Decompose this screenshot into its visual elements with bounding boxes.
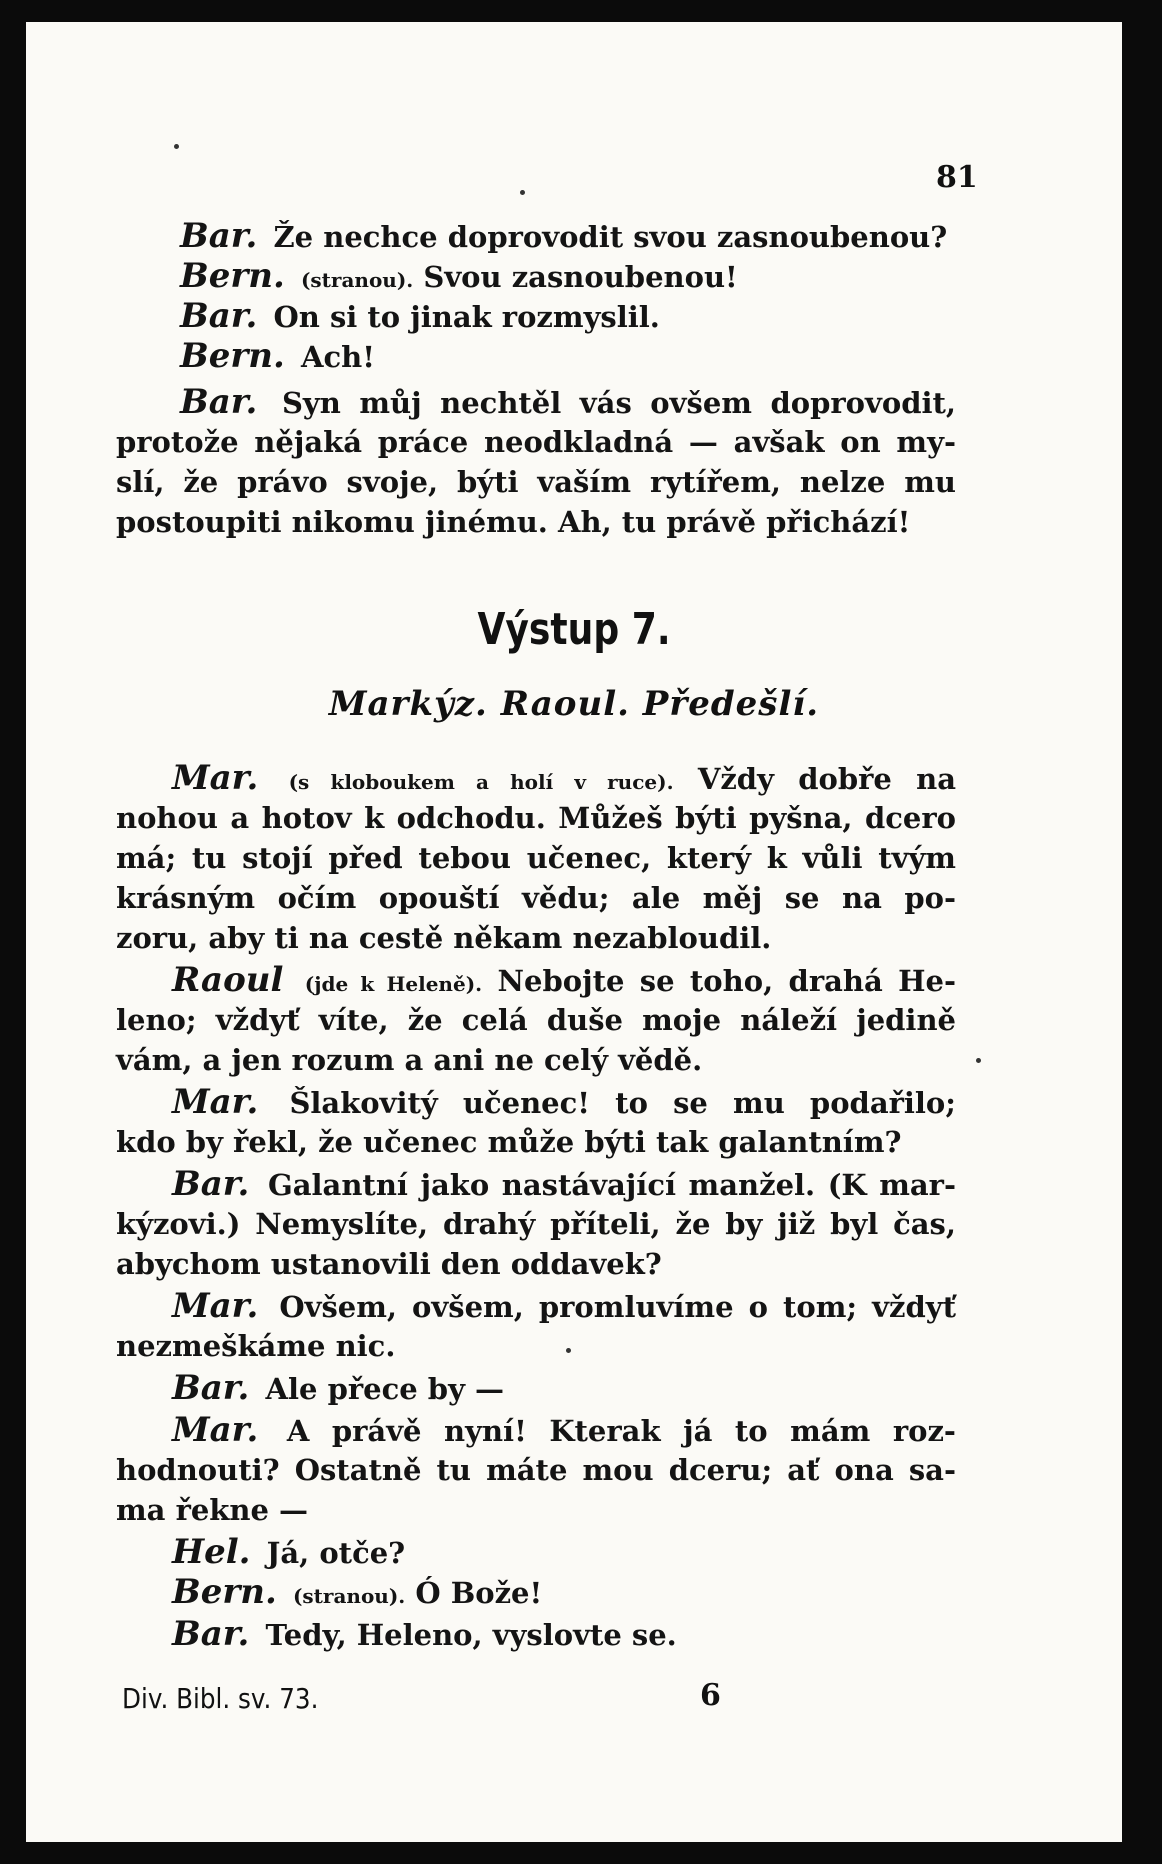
text-line	[116, 880, 956, 916]
text-line	[172, 1370, 1012, 1407]
text-line	[116, 1246, 956, 1282]
text-line	[116, 920, 956, 956]
text-line	[172, 1166, 956, 1203]
line-text: postoupiti nikomu jinému. Ah, tu právě přichází!	[116, 505, 911, 539]
line-text: Ale přece by —	[265, 1372, 505, 1406]
speaker-name: Mar.	[172, 1410, 259, 1450]
book-page	[26, 22, 1122, 1842]
line-text: zoru, aby ti na cestě někam nezabloudil.	[116, 921, 772, 955]
print-speck	[174, 144, 179, 149]
text-line	[116, 504, 956, 540]
stage-direction: (stranou).	[292, 1584, 406, 1608]
line-text: leno; vždyť víte, že celá duše moje náleží jedině	[116, 1003, 956, 1037]
speaker-name: Bar.	[180, 382, 258, 422]
text-line	[116, 800, 956, 836]
line-text: ma řekne —	[116, 1493, 309, 1527]
line-text: A právě nyní! Kterak já to mám roz-	[286, 1414, 956, 1448]
text-line	[172, 1084, 956, 1121]
text-line	[180, 218, 962, 255]
text-line	[116, 1452, 956, 1488]
stage-direction: (s kloboukem a holí v ruce).	[288, 770, 674, 794]
text-line	[116, 1328, 956, 1364]
scene-characters: Markýz. Raoul. Předešlí.	[328, 684, 820, 724]
line-text: Nebojte se toho, drahá He-	[497, 964, 957, 998]
text-line	[180, 258, 1020, 298]
text-line	[172, 1288, 956, 1325]
speaker-name: Bern.	[180, 336, 285, 376]
print-speck	[976, 1058, 981, 1063]
text-line	[172, 1616, 1012, 1653]
signature-mark: Div. Bibl. sv. 73.	[122, 1682, 319, 1715]
line-text: Že nechce doprovodit svou zasnoubenou?	[273, 220, 948, 254]
text-line	[116, 424, 956, 460]
text-line	[116, 1206, 956, 1242]
line-text: Svou zasnoubenou!	[423, 260, 738, 294]
line-text: protože nějaká práce neodkladná — avšak on my-	[116, 425, 956, 459]
line-text: kýzovi.) Nemyslíte, drahý příteli, že by již byl čas,	[116, 1207, 956, 1241]
speaker-name: Bar.	[172, 1614, 250, 1654]
text-line	[172, 760, 956, 800]
text-line	[172, 1412, 956, 1449]
speaker-name: Mar.	[172, 1082, 259, 1122]
sheet-number: 6	[700, 1678, 721, 1713]
page-number: 81	[936, 160, 978, 195]
speaker-name: Bar.	[172, 1164, 250, 1204]
line-text: vám, a jen rozum a ani ne celý vědě.	[116, 1043, 703, 1077]
line-text: Vždy dobře na	[697, 762, 956, 796]
stage-direction: (jde k Heleně).	[304, 972, 483, 996]
line-text: Šlakovitý učenec! to se mu podařilo;	[289, 1086, 956, 1120]
line-text: Syn můj nechtěl vás ovšem doprovodit,	[281, 386, 956, 420]
text-line	[180, 338, 1020, 375]
speaker-name: Bar.	[180, 216, 258, 256]
line-text: slí, že právo svoje, býti vaším rytířem, nelze mu	[116, 465, 956, 499]
scene-heading: Výstup 7.	[477, 604, 671, 655]
print-speck	[566, 1348, 571, 1353]
line-text: Ó Bože!	[415, 1576, 543, 1610]
speaker-name: Mar.	[172, 1286, 259, 1326]
line-text: krásným očím opouští vědu; ale měj se na po-	[116, 881, 956, 915]
speaker-name: Mar.	[172, 758, 259, 798]
line-text: Galantní jako nastávající manžel. (K mar-	[267, 1168, 956, 1202]
text-line	[172, 962, 956, 1002]
speaker-name: Raoul	[172, 960, 284, 1000]
line-text: nezmeškáme nic.	[116, 1329, 396, 1363]
speaker-name: Bar.	[180, 296, 258, 336]
line-text: Tedy, Heleno, vyslovte se.	[265, 1618, 677, 1652]
line-text: abychom ustanovili den oddavek?	[116, 1247, 662, 1281]
speaker-name: Bern.	[172, 1572, 277, 1612]
print-speck	[520, 190, 525, 195]
text-line	[116, 1002, 956, 1038]
text-line	[180, 298, 1020, 335]
text-line	[172, 1534, 1012, 1571]
text-line	[116, 464, 956, 500]
line-text: má; tu stojí před tebou učenec, který k vůli tvým	[116, 841, 956, 875]
line-text: Ach!	[300, 340, 375, 374]
speaker-name: Bar.	[172, 1368, 250, 1408]
line-text: On si to jinak rozmyslil.	[273, 300, 660, 334]
speaker-name: Bern.	[180, 256, 285, 296]
line-text: Já, otče?	[266, 1536, 406, 1570]
line-text: hodnouti? Ostatně tu máte mou dceru; ať ona sa-	[116, 1453, 956, 1487]
text-line	[180, 384, 956, 421]
text-line	[116, 1492, 956, 1528]
stage-direction: (stranou).	[300, 268, 414, 292]
line-text: Ovšem, ovšem, promluvíme o tom; vždyť	[279, 1290, 956, 1324]
speaker-name: Hel.	[172, 1532, 251, 1572]
text-line	[116, 1042, 956, 1078]
line-text: nohou a hotov k odchodu. Můžeš býti pyšna, dcero	[116, 801, 956, 835]
text-line	[116, 1124, 956, 1160]
line-text: kdo by řekl, že učenec může býti tak galantním?	[116, 1125, 902, 1159]
text-line	[116, 840, 956, 876]
text-line	[172, 1574, 1012, 1614]
